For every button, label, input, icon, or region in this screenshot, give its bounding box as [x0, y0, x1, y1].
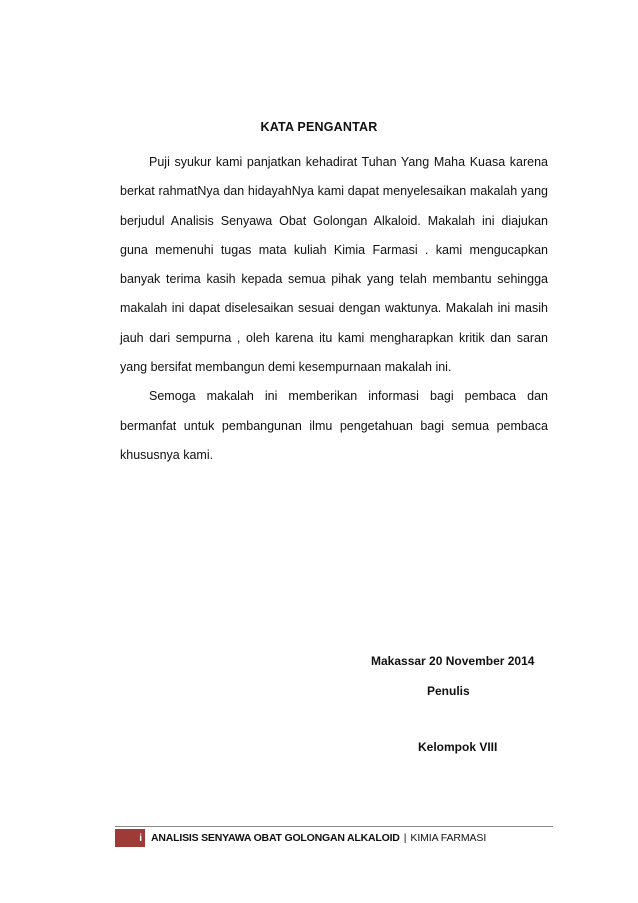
- signature-place-date: Makassar 20 November 2014: [371, 654, 535, 668]
- page-number-badge: i: [115, 829, 145, 847]
- preface-body: [120, 148, 548, 470]
- paragraph-2: Semoga makalah ini memberikan informasi bagi pembaca dan bermanfat untuk pembangunan ilmu pengetahuan bagi semua pembaca khususnya kami.: [120, 389, 548, 462]
- page-title: KATA PENGANTAR: [260, 120, 378, 134]
- footer-divider: [115, 826, 553, 827]
- signature-role: Penulis: [427, 684, 470, 698]
- footer-doc-title: ANALISIS SENYAWA OBAT GOLONGAN ALKALOID: [151, 832, 400, 844]
- signature-group: Kelompok VIII: [418, 740, 498, 754]
- page-footer: [115, 829, 486, 847]
- footer-separator: |: [403, 832, 407, 844]
- footer-subject: KIMIA FARMASI: [410, 832, 487, 844]
- paragraph-1: Puji syukur kami panjatkan kehadirat Tuhan Yang Maha Kuasa karena berkat rahmatNya dan hidayahNya kami dapat menyelesaikan makalah yang berjudul Analisis Senyawa Obat Golongan Alkaloid. Makalah ini diajukan guna memenuhi tugas mata kuliah Kimia Farmasi . kami mengucapkan banyak terima kasih kepada semua pihak yang telah membantu sehingga makalah ini dapat diselesaikan sesuai dengan waktunya. Makalah ini masih jauh dari sempurna , oleh karena itu kami mengharapkan kritik dan saran yang bersifat membangun demi kesempurnaan makalah ini.: [120, 155, 548, 375]
